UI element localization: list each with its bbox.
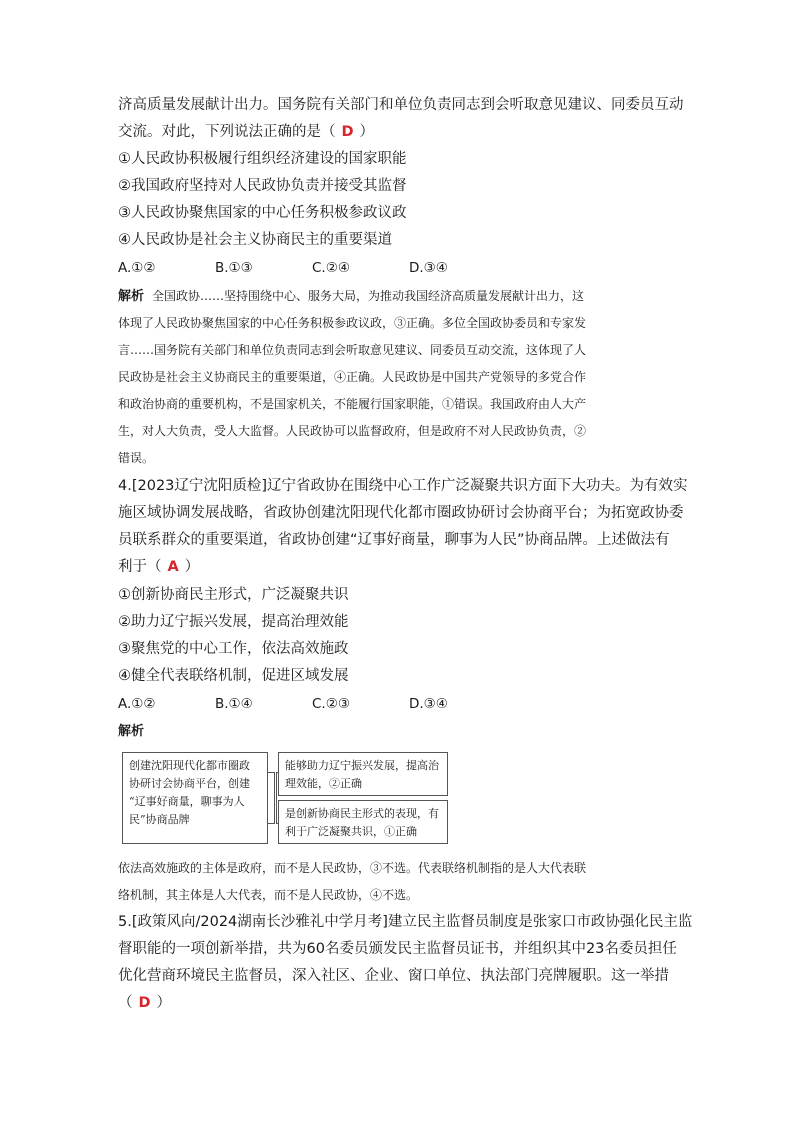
q3-analysis-line: 民政协是社会主义协商民主的重要渠道，④正确。人民政协是中国共产党领导的多党合作 [118,370,587,384]
q4-item: ②助力辽宁振兴发展，提高治理效能 [118,614,349,630]
q4-answer: A [167,559,179,575]
q4-stem-text: 利于（ [118,559,162,575]
q3-analysis-text: 全国政协……坚持围绕中心、服务大局，为推动我国经济高质量发展献计出力，这 [152,289,585,303]
q4-stem-line: 施区域协调发展战略，省政协创建沈阳现代化都市圈政协研讨会协商平台；为拓宽政协委 [118,505,684,521]
q3-item: ③人民政协聚焦国家的中心任务积极参政议政 [118,205,407,221]
diagram-left-line: 民”协商品牌 [129,813,190,826]
q4-analysis-line: 依法高效施政的主体是政府，而不是人民政协，③不选。代表联络机制指的是人大代表联 [118,861,587,875]
q4-stem-line: 员联系群众的重要渠道，省政协创建“辽事好商量，聊事为人民”协商品牌。上述做法有 [118,532,670,548]
q3-options [118,258,448,278]
q3-analysis-label: 解析 [118,289,145,304]
q4-option-c: C.②③ [312,696,350,712]
q3-analysis-line [118,286,678,307]
diagram-connector [268,772,275,824]
diagram-left-line: “辽事好商量，聊事为人 [129,795,245,808]
q4-stem-close: ） [184,559,200,575]
q3-answer: D [341,124,354,140]
diagram-right-bottom-line: 是创新协商民主形式的表现，有 [285,807,439,820]
q5-stem-line: 5.[政策风向/2024湖南长沙雅礼中学月考]建立民主监督员制度是张家口市政协强化民主监 [118,914,693,930]
q3-option-b: B.①③ [215,260,253,276]
q3-option-d: D.③④ [409,260,448,276]
q3-item: ②我国政府坚持对人民政协负责并接受其监督 [118,178,407,194]
q3-item: ①人民政协积极履行组织经济建设的国家职能 [118,151,407,167]
diagram-left-box [122,752,268,844]
q4-option-b: B.①④ [215,696,253,712]
q3-analysis-line: 生，对人大负责，受人大监督。人民政协可以监督政府，但是政府不对人民政协负责，② [118,424,587,438]
q3-analysis-line: 体现了人民政协聚焦国家的中心任务积极参政议政，③正确。多位全国政协委员和专家发 [118,316,587,330]
q3-option-c: C.②④ [312,260,350,276]
q3-analysis-line: 错误。 [118,451,155,465]
q3-stem-text: 交流。对此，下列说法正确的是（ [118,124,336,140]
q3-analysis-line: 言……国务院有关部门和单位负责同志到会听取意见建议、同委员互动交流，这体现了人 [118,343,587,357]
q5-stem-line [118,993,171,1013]
q3-stem-line [118,122,374,142]
q5-answer: D [138,995,151,1011]
q3-stem-line: 济高质量发展献计出力。国务院有关部门和单位负责同志到会听取意见建议、同委员互动 [118,97,684,113]
q5-stem-line: 督职能的一项创新举措，共为60名委员颁发民主监督员证书，并组织其中23名委员担任 [118,941,677,957]
q3-analysis-line: 和政治协商的重要机构，不是国家机关，不能履行国家职能，①错误。我国政府由人大产 [118,397,587,411]
q4-options [118,694,448,714]
q4-stem-line [118,557,199,577]
q4-item: ③聚焦党的中心工作，依法高效施政 [118,641,349,657]
q4-analysis-line [118,721,678,742]
diagram-right-top-box [278,752,448,796]
q3-stem-close: ） [359,124,375,140]
q5-stem-close: ） [156,995,172,1011]
diagram-left-line: 协研讨会协商平台，创建 [129,777,250,790]
q4-option-a: A.①② [118,696,156,712]
diagram-right-top-line: 能够助力辽宁振兴发展，提高治 [285,759,439,772]
q4-analysis-line: 络机制，其主体是人大代表，而不是人民政协，④不选。 [118,888,419,902]
diagram-right-bottom-line: 利于广泛凝聚共识，①正确 [285,825,417,838]
q4-stem-line: 4.[2023辽宁沈阳质检]辽宁省政协在围绕中心工作广泛凝聚共识方面下大功夫。为有效实 [118,478,688,494]
diagram-right-bottom-box [278,800,448,844]
q3-item: ④人民政协是社会主义协商民主的重要渠道 [118,232,392,248]
q4-analysis-label: 解析 [118,724,145,739]
q3-option-a: A.①② [118,260,156,276]
diagram-left-line: 创建沈阳现代化都市圈政 [129,759,250,772]
q5-stem-line: 优化营商环境民主监督员，深入社区、企业、窗口单位、执法部门亮牌履职。这一举措 [118,968,669,984]
q5-stem-open: （ [118,995,133,1011]
q4-item: ①创新协商民主形式，广泛凝聚共识 [118,587,349,603]
q4-option-d: D.③④ [409,696,448,712]
q4-item: ④健全代表联络机制，促进区域发展 [118,668,349,684]
diagram-right-top-line: 理效能，②正确 [285,777,362,790]
